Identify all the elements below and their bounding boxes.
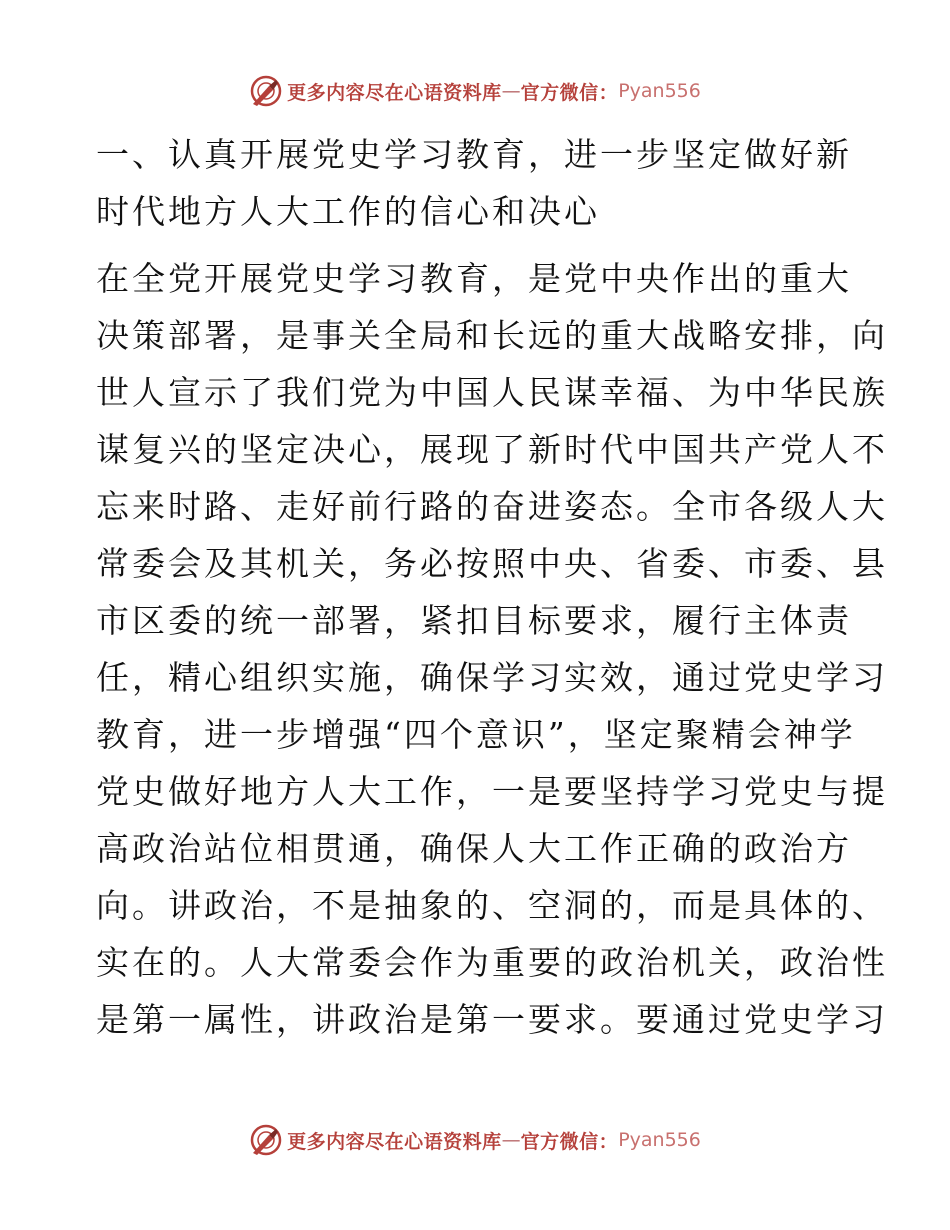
heading-line: 时代地方人大工作的信心和决心: [96, 192, 600, 231]
body-line: 在全党开展党史学习教育，是党中央作出的重大: [96, 259, 852, 298]
footer-watermark: [0, 1120, 950, 1160]
document-content: [96, 126, 888, 1048]
site-label: 更多内容尽在心语资料库: [287, 81, 502, 104]
body-line: 忘来时路、走好前行路的奋进姿态。全市各级人大: [96, 487, 888, 526]
wechat-id: Pyan556: [618, 80, 701, 102]
body-line: 是第一属性，讲政治是第一要求。要通过党史学习: [96, 1000, 888, 1039]
body-paragraph: [96, 250, 888, 1048]
body-line: 任，精心组织实施，确保学习实效，通过党史学习: [96, 658, 888, 697]
body-line: 党史做好地方人大工作，一是要坚持学习党史与提: [96, 772, 888, 811]
pen-logo-icon: [249, 1123, 283, 1157]
body-line: 市区委的统一部署，紧扣目标要求，履行主体责: [96, 601, 852, 640]
heading-line: 一、认真开展党史学习教育，进一步坚定做好新: [96, 135, 852, 174]
body-line: 决策部署，是事关全局和长远的重大战略安排，向: [96, 316, 888, 355]
body-line: 谋复兴的坚定决心，展现了新时代中国共产党人不: [96, 430, 888, 469]
body-line: 世人宣示了我们党为中国人民谋幸福、为中华民族: [96, 373, 888, 412]
pen-logo-icon: [249, 74, 283, 108]
body-line: 教育，进一步增强“四个意识”，坚定聚精会神学: [96, 715, 856, 754]
wechat-label: 官方微信：: [520, 81, 619, 104]
separator: —: [501, 1129, 521, 1151]
body-line: 高政治站位相贯通，确保人大工作正确的政治方: [96, 829, 852, 868]
body-line: 实在的。人大常委会作为重要的政治机关，政治性: [96, 943, 888, 982]
wechat-id: Pyan556: [618, 1129, 701, 1151]
separator: —: [501, 80, 521, 102]
section-heading: [96, 126, 856, 240]
body-line: 向。讲政治，不是抽象的、空洞的，而是具体的、: [96, 886, 888, 925]
site-label: 更多内容尽在心语资料库: [287, 1130, 502, 1153]
body-line: 常委会及其机关，务必按照中央、省委、市委、县: [96, 544, 888, 583]
wechat-label: 官方微信：: [520, 1130, 619, 1153]
header-watermark: [0, 71, 950, 111]
